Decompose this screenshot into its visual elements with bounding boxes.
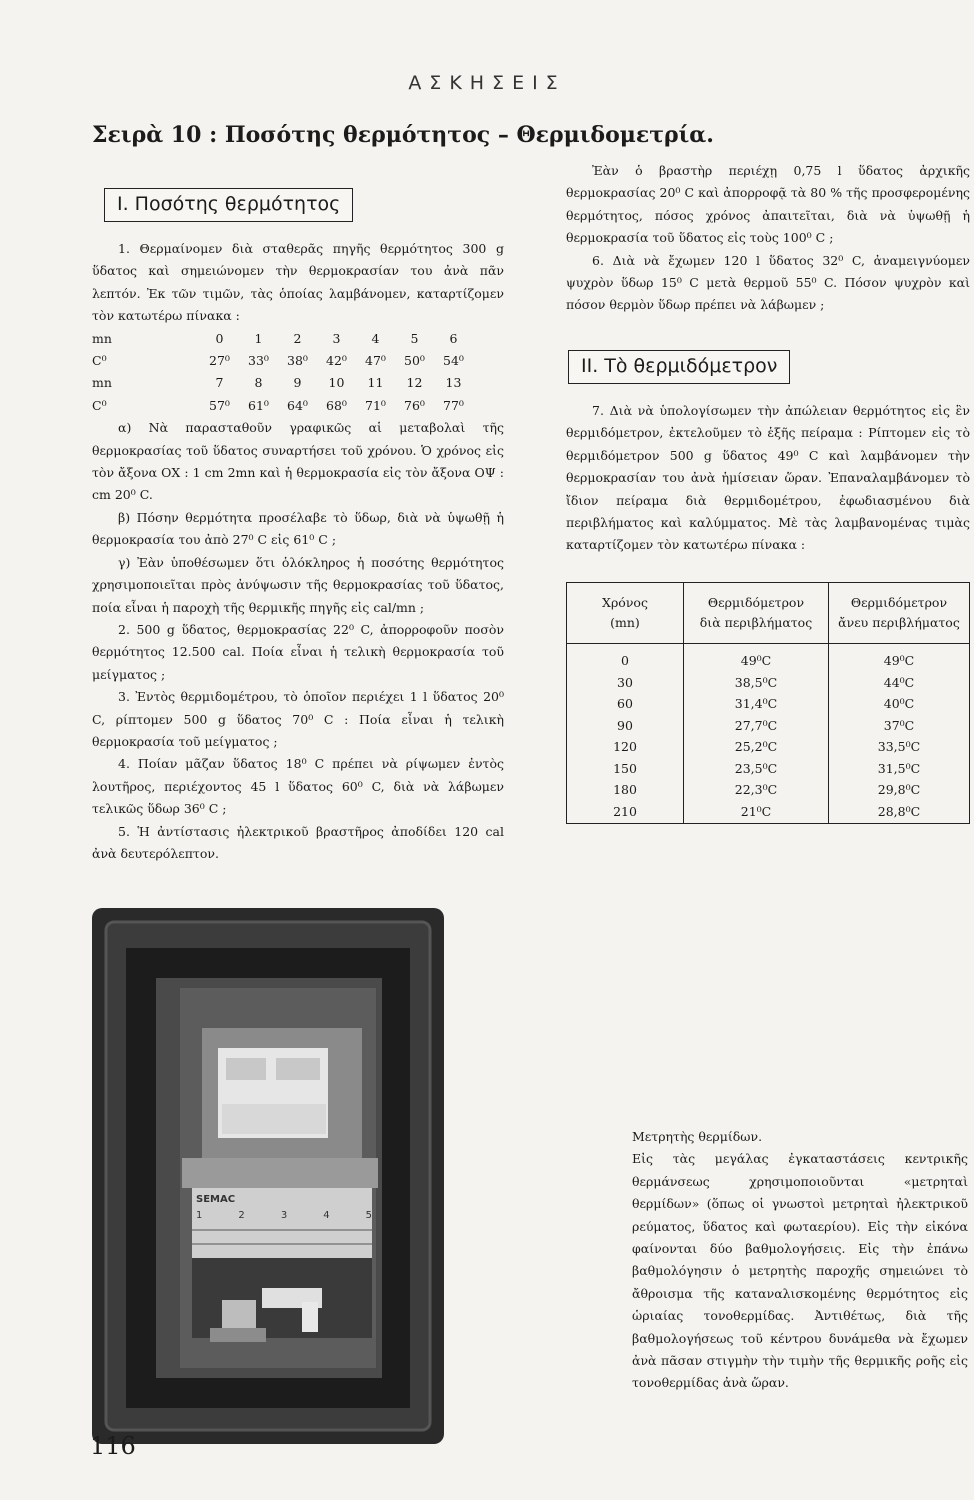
exercise-1-intro: 1. Θερμαίνομεν διὰ σταθερᾶς πηγῆς θερμότητος 300 g ὕδατος καὶ σημειώνομεν τὴν θερμοκρασίαν του ἀνὰ πᾶν λεπτόν. Ἐκ τῶν τιμῶν, τὰς ὁποίας λαμβάνομεν, καταρτίζομεν τὸν κατωτέρω πίνακα :	[92, 241, 504, 324]
header-without-cover	[829, 583, 970, 644]
table-cell: 44⁰C	[883, 674, 915, 690]
table-cell: 49⁰C	[740, 653, 772, 668]
page-header: ΑΣΚΗΣΕΙΣ	[408, 72, 566, 94]
grid-cell: 57⁰	[209, 397, 230, 413]
exercise-5: 5. Ἡ ἀντίστασις ἠλεκτρικοῦ βραστῆρος ἀποδίδει 120 cal ἀνὰ δευτερόλεπτον.	[92, 823, 504, 861]
table-cell: 180	[613, 782, 637, 797]
header-without-cover-line2: ἄνευ περιβλήματος	[838, 615, 960, 630]
left-column	[92, 238, 504, 865]
without-cover-column	[829, 644, 970, 824]
meter-scale	[196, 1210, 372, 1221]
measurement-table	[566, 582, 970, 824]
grid-cell: 61⁰	[248, 397, 269, 413]
grid-cell: 5	[410, 330, 419, 346]
grid-cell: 38⁰	[287, 353, 308, 369]
grid-cell: 77⁰	[443, 397, 464, 413]
exercise-7: 7. Διὰ νὰ ὑπολογίσωμεν τὴν ἀπώλειαν θερμότητος εἰς ἓν θερμιδόμετρον, ἐκτελοῦμεν τὸ ἑξῆς πείραμα : Ρίπτομεν εἰς τὸ θερμιδόμετρον 500 g ὕδατος 49⁰ C καὶ λαμβάνομεν τὴν θερμοκρασίαν του ἀνὰ ἡμίσειαν ὥραν. Ἐπαναλαμβάνομεν τὸ ἴδιον πείραμα διὰ θερμιδομέτρου, ἐφωδιασμένου διὰ περιβλήματος καὶ καλύμματος. Μὲ τὰς λαμβανομένας τιμὰς καταρτίζομεν τὸν κατωτέρω πίνακα :	[566, 403, 970, 553]
grid-cell: 11	[367, 375, 384, 391]
header-with-cover-line1: Θερμιδόμετρον	[707, 595, 805, 610]
grid-cell: 7	[215, 375, 224, 391]
exercise-4: 4. Ποίαν μᾶζαν ὕδατος 18⁰ C πρέπει νὰ ρίψωμεν ἐντὸς λουτῆρος, περιέχοντος 45 l ὕδατος 60⁰ C, διὰ νὰ λάβωμεν τελικῶς ὕδωρ 36⁰ C ;	[92, 756, 504, 817]
exercise-5-continued: Ἐὰν ὁ βραστὴρ περιέχῃ 0,75 l ὕδατος ἀρχικῆς θερμοκρασίας 20⁰ C καὶ ἀπορροφᾷ τὰ 80 % τῆς προσφερομένης θερμότητος, πόσος χρόνος ἀπαιτεῖται, διὰ νὰ ὑψωθῇ ἡ θερμοκρασία τοῦ ὕδατος εἰς τοὺς 100⁰ C ;	[566, 163, 970, 246]
table-cell: 29,8⁰C	[877, 782, 921, 797]
grid-row	[92, 328, 504, 350]
caption-title: Μετρητὴς θερμίδων.	[632, 1129, 763, 1144]
exercise-1-a: α) Νὰ παρασταθοῦν γραφικῶς αἱ μεταβολαὶ τῆς θερμοκρασίας τοῦ ὕδατος συναρτήσει τοῦ χρόνου. Ὁ χρόνος εἰς τὸν ἄξονα ΟΧ : 1 cm 2mn καὶ ἡ θερμοκρασία εἰς τὸν ἄξονα ΟΨ : cm 20⁰ C.	[92, 420, 504, 503]
grid-label: C⁰	[92, 397, 107, 413]
table-cell: 150	[613, 760, 637, 776]
table-cell: 27,7⁰C	[734, 717, 778, 733]
heat-meter-photo	[92, 908, 444, 1444]
grid-cell: 13	[445, 375, 462, 391]
photo-caption	[632, 1126, 968, 1395]
table-cell: 22,3⁰C	[734, 782, 778, 797]
grid-cell: 33⁰	[248, 353, 269, 369]
table-cell: 210	[613, 803, 637, 819]
header-without-cover-line1: Θερμιδόμετρον	[850, 595, 948, 610]
with-cover-column	[684, 644, 829, 824]
grid-cell: 50⁰	[404, 353, 425, 369]
meter-scale-tick: 5	[365, 1210, 372, 1221]
table-cell: 49⁰C	[883, 653, 915, 668]
grid-cell: 4	[371, 330, 380, 346]
grid-cell: 8	[254, 375, 263, 391]
header-with-cover	[684, 583, 829, 644]
section-2-heading: II. Τὸ θερμιδόμετρον	[568, 350, 790, 384]
exercise-6: 6. Διὰ νὰ ἔχωμεν 120 l ὕδατος 32⁰ C, ἀναμειγνύομεν ψυχρὸν ὕδωρ 15⁰ C μετὰ θερμοῦ 55⁰ C. Πόσον ψυχρὸν καὶ πόσον θερμὸν ὕδωρ πρέπει νὰ λάβωμεν ;	[566, 252, 970, 313]
header-time	[567, 583, 684, 644]
grid-cell: 64⁰	[287, 397, 308, 413]
grid-cell: 42⁰	[326, 353, 347, 369]
caption-body: Εἰς τὰς μεγάλας ἐγκαταστάσεις κεντρικῆς θερμάνσεως χρησιμοποιοῦνται «μετρηταὶ θερμίδων» (ὅπως οἱ γνωστοὶ μετρηταὶ ἠλεκτρικοῦ ρεύματος, ὕδατος καὶ φωταερίου). Εἰς τὴν εἰκόνα φαίνονται δύο βαθμολογήσεις. Εἰς τὴν ἐπάνω βαθμολόγησιν ὁ μετρητὴς παροχῆς σημειώνει τὸ ἄθροισμα τῆς καταναλισκομένης θερμότητος εἰς ὡριαίας τονοθερμίδας. Ἀντιθέτως, διὰ τῆς βαθμολογήσεως τοῦ κέντρου δυνάμεθα νὰ ἔχωμεν ἀνὰ πᾶσαν στιγμὴν τὴν τιμὴν τῆς θερμικῆς ροῆς εἰς τονοθερμίδας ἀνὰ ὥραν.	[632, 1151, 968, 1391]
grid-label: C⁰	[92, 353, 107, 369]
table-cell: 31,4⁰C	[734, 696, 778, 711]
grid-row	[92, 395, 504, 417]
grid-cell: 6	[449, 330, 458, 346]
table-cell: 38,5⁰C	[734, 674, 778, 690]
table-cell: 40⁰C	[883, 696, 915, 711]
table-cell: 23,5⁰C	[734, 760, 778, 776]
grid-cell: 27⁰	[209, 353, 230, 369]
right-column-top	[566, 160, 970, 317]
table-header-row	[567, 583, 970, 644]
table-cell: 21⁰C	[740, 803, 772, 819]
exercise-1-b: β) Πόσην θερμότητα προσέλαβε τὸ ὕδωρ, διὰ νὰ ὑψωθῇ ἡ θερμοκρασία του ἀπὸ 27⁰ C εἰς 61⁰ C ;	[92, 509, 504, 548]
time-column	[567, 644, 684, 824]
heat-meter-illustration	[92, 908, 444, 1444]
table-cell: 0	[621, 653, 629, 668]
exercise-1-c: γ) Ἐὰν ὑποθέσωμεν ὅτι ὁλόκληρος ἡ ποσότης θερμότητος χρησιμοποιεῖται πρὸς ἀνύψωσιν τῆς θερμοκρασίας τοῦ ὕδατος, ποία εἶναι ἡ παροχὴ τῆς θερμικῆς πηγῆς εἰς cal/mn ;	[92, 554, 504, 615]
table-cell: 90	[617, 717, 633, 733]
grid-cell: 54⁰	[443, 353, 464, 369]
grid-cell: 71⁰	[365, 397, 386, 413]
grid-cell: 2	[293, 330, 302, 346]
data-grid	[92, 328, 504, 418]
table-cell: 30	[617, 674, 633, 690]
grid-label: mn	[92, 330, 112, 346]
grid-cell: 68⁰	[326, 397, 347, 413]
exercise-7-block	[566, 400, 970, 557]
grid-label: mn	[92, 375, 112, 391]
grid-row	[92, 350, 504, 372]
table-cell: 28,8⁰C	[877, 803, 921, 819]
header-with-cover-line2: διὰ περιβλήματος	[699, 615, 813, 630]
table-cell: 37⁰C	[883, 717, 915, 733]
page-number: 116	[90, 1432, 136, 1460]
meter-brand-label: SEMAC	[196, 1194, 236, 1205]
table-cell: 33,5⁰C	[877, 739, 921, 754]
exercise-2: 2. 500 g ὕδατος, θερμοκρασίας 22⁰ C, ἀπορροφοῦν ποσὸν θερμότητος 12.500 cal. Ποία εἶναι ἡ τελικὴ θερμοκρασία τοῦ μείγματος ;	[92, 621, 504, 682]
grid-cell: 10	[328, 375, 345, 391]
grid-cell: 3	[332, 330, 341, 346]
meter-scale-tick: 3	[280, 1210, 288, 1221]
meter-scale-tick: 1	[196, 1210, 203, 1221]
meter-scale-tick: 2	[238, 1210, 245, 1221]
header-time-line1: Χρόνος	[602, 595, 648, 610]
exercise-3: 3. Ἐντὸς θερμιδομέτρου, τὸ ὁποῖον περιέχει 1 l ὕδατος 20⁰ C, ρίπτομεν 500 g ὕδατος 70⁰ C : Ποία εἶναι ἡ τελικὴ θερμοκρασία τοῦ μείγματος ;	[92, 689, 504, 749]
grid-cell: 12	[406, 375, 423, 391]
grid-row	[92, 372, 504, 394]
section-1-heading: I. Ποσότης θερμότητος	[104, 188, 353, 222]
grid-cell: 47⁰	[365, 353, 386, 369]
table-cell: 60	[617, 696, 633, 711]
table-body-row	[567, 644, 970, 824]
table-cell: 25,2⁰C	[734, 739, 778, 754]
grid-cell: 76⁰	[404, 397, 425, 413]
grid-cell: 1	[254, 330, 263, 346]
table-cell: 120	[613, 739, 637, 754]
grid-cell: 9	[293, 375, 302, 391]
header-time-line2: (mn)	[610, 615, 640, 630]
meter-scale-tick: 4	[323, 1210, 330, 1221]
table-cell: 31,5⁰C	[877, 760, 921, 776]
series-title: Σειρὰ 10 : Ποσότης θερμότητος – Θερμιδομετρία.	[92, 122, 714, 148]
grid-cell: 0	[215, 330, 224, 346]
